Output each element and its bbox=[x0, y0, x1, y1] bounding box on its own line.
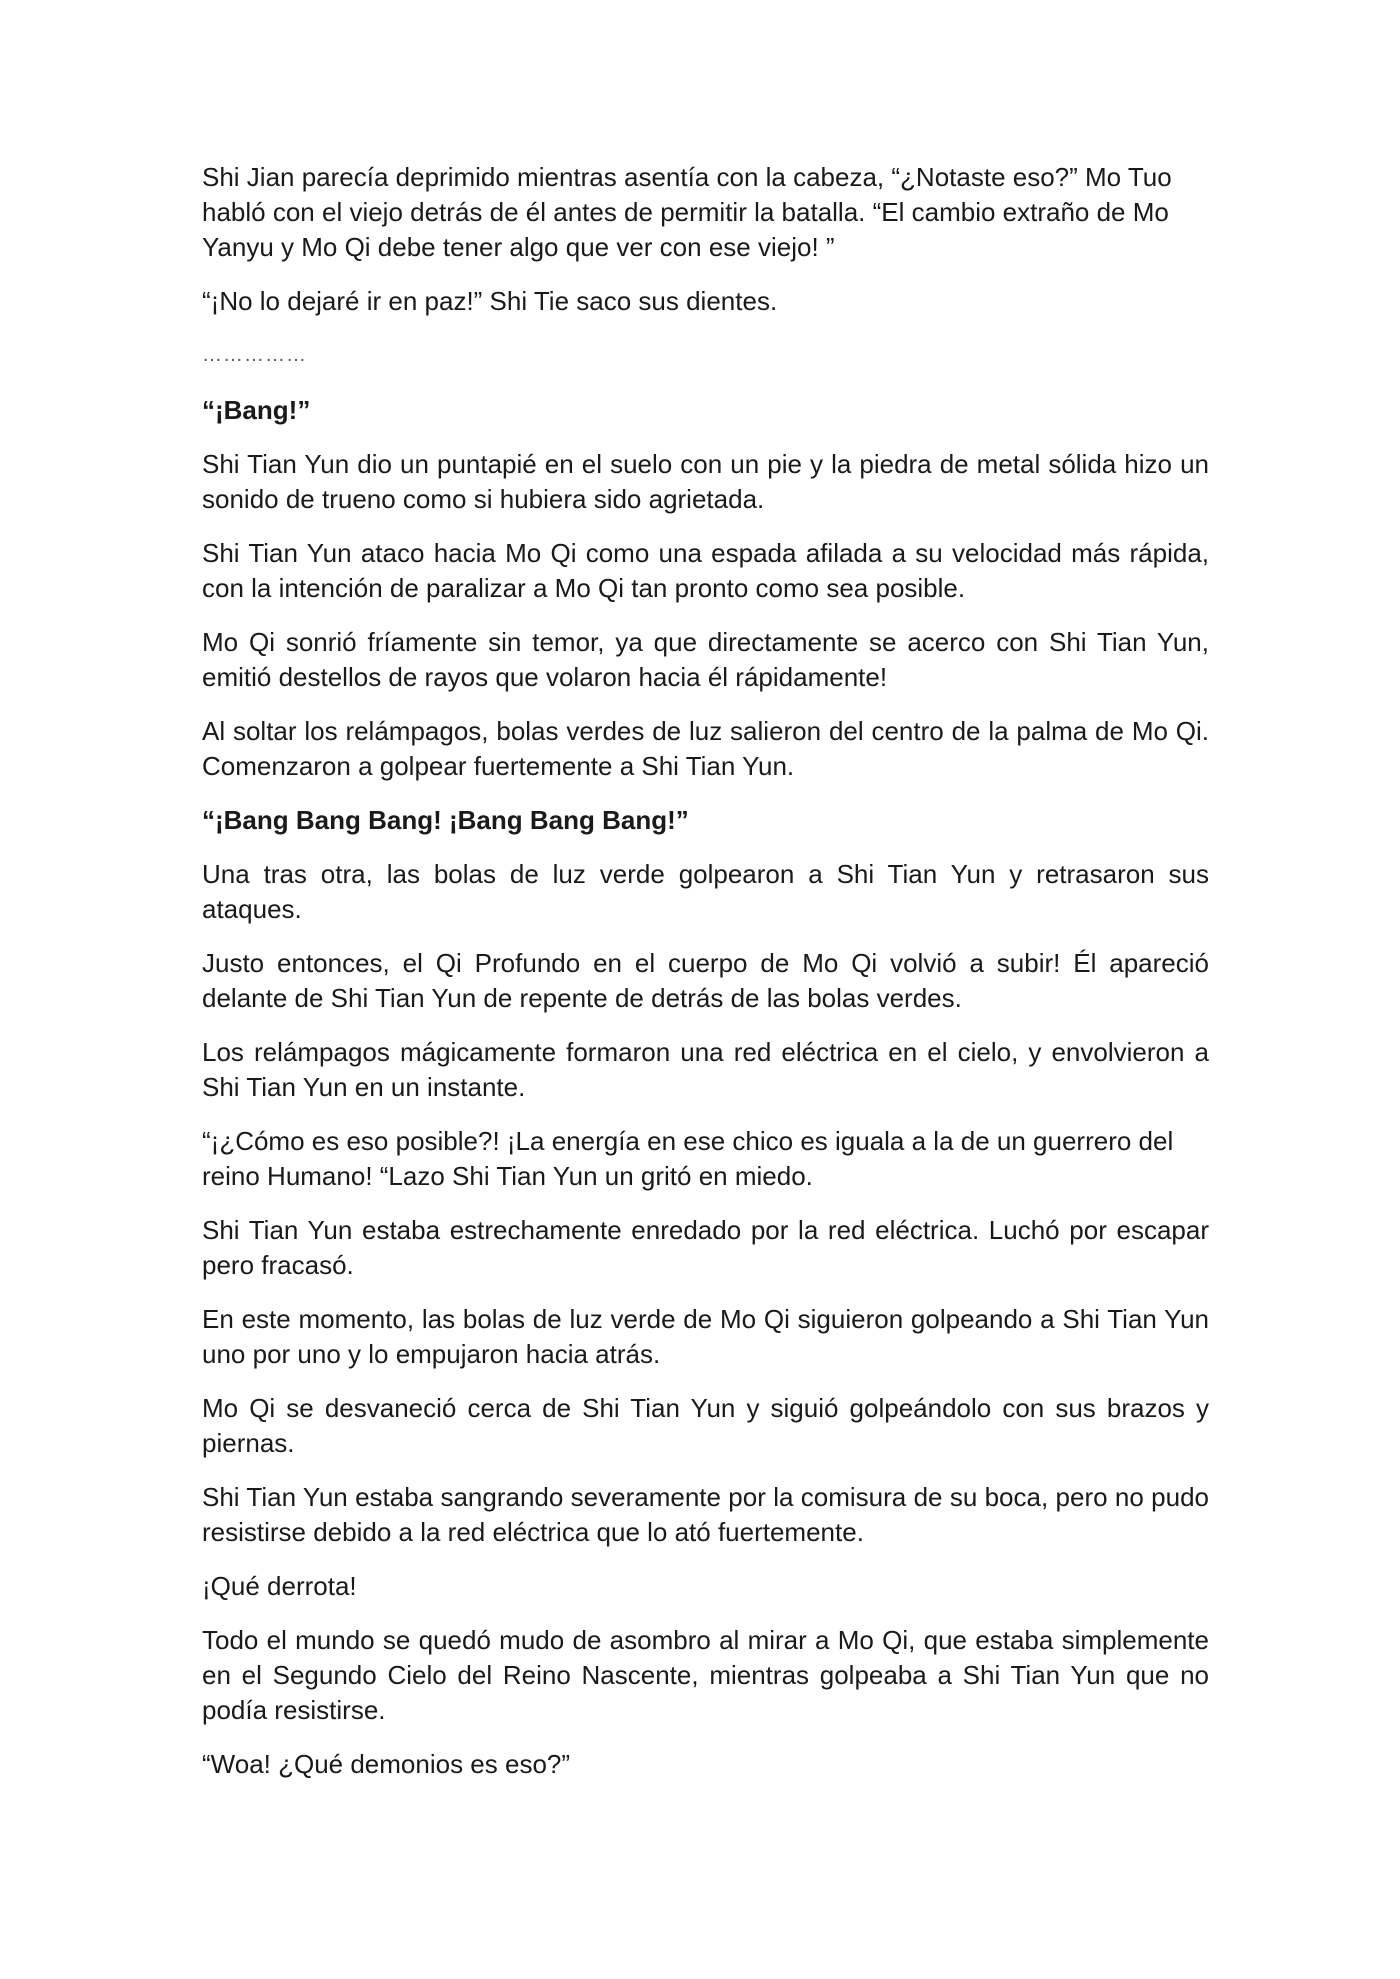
paragraph: Shi Tian Yun dio un puntapié en el suelo con un pie y la piedra de metal sólida hizo un sonido de trueno como si hubiera sido agrietada. bbox=[202, 449, 1209, 514]
section-separator: …………… bbox=[202, 344, 307, 366]
paragraph: Shi Jian parecía deprimido mientras asentía con la cabeza, “¿Notaste eso?” Mo Tuo habló con el viejo detrás de él antes de permitir la batalla. “El cambio extraño de Mo Yanyu y Mo Qi debe tener algo que ver con ese viejo! ” bbox=[202, 162, 1172, 262]
paragraph: Una tras otra, las bolas de luz verde golpearon a Shi Tian Yun y retrasaron sus ataques. bbox=[202, 859, 1209, 924]
paragraph: “Woa! ¿Qué demonios es eso?” bbox=[202, 1749, 571, 1779]
paragraph: Shi Tian Yun ataco hacia Mo Qi como una espada afilada a su velocidad más rápida, con la intención de paralizar a Mo Qi tan pronto como sea posible. bbox=[202, 538, 1209, 603]
paragraph: “¡¿Cómo es eso posible?! ¡La energía en ese chico es iguala a la de un guerrero del reino Humano! “Lazo Shi Tian Yun un gritó en miedo. bbox=[202, 1126, 1174, 1191]
paragraph: Mo Qi sonrió fríamente sin temor, ya que directamente se acerco con Shi Tian Yun, emitió destellos de rayos que volaron hacia él rápidamente! bbox=[202, 627, 1209, 692]
paragraph: ¡Qué derrota! bbox=[202, 1571, 357, 1601]
paragraph: Justo entonces, el Qi Profundo en el cuerpo de Mo Qi volvió a subir! Él apareció delante de Shi Tian Yun de repente de detrás de las bolas verdes. bbox=[202, 948, 1209, 1013]
paragraph: Al soltar los relámpagos, bolas verdes de luz salieron del centro de la palma de Mo Qi. Comenzaron a golpear fuertemente a Shi Tian Yun. bbox=[202, 716, 1209, 781]
paragraph: En este momento, las bolas de luz verde de Mo Qi siguieron golpeando a Shi Tian Yun uno por uno y lo empujaron hacia atrás. bbox=[202, 1304, 1209, 1369]
paragraph: Mo Qi se desvaneció cerca de Shi Tian Yun y siguió golpeándolo con sus brazos y piernas. bbox=[202, 1393, 1209, 1458]
paragraph: Todo el mundo se quedó mudo de asombro al mirar a Mo Qi, que estaba simplemente en el Segundo Cielo del Reino Nascente, mientras golpeaba a Shi Tian Yun que no podía resistirse. bbox=[202, 1625, 1209, 1725]
paragraph: Shi Tian Yun estaba estrechamente enredado por la red eléctrica. Luchó por escapar pero fracasó. bbox=[202, 1215, 1209, 1280]
paragraph: “¡No lo dejaré ir en paz!” Shi Tie saco sus dientes. bbox=[202, 286, 778, 316]
sound-effect-heading: “¡Bang Bang Bang! ¡Bang Bang Bang!” bbox=[202, 805, 689, 835]
paragraph: Los relámpagos mágicamente formaron una red eléctrica en el cielo, y envolvieron a Shi Tian Yun en un instante. bbox=[202, 1037, 1209, 1102]
sound-effect-heading: “¡Bang!” bbox=[202, 395, 311, 425]
paragraph: Shi Tian Yun estaba sangrando severamente por la comisura de su boca, pero no pudo resistirse debido a la red eléctrica que lo ató fuertemente. bbox=[202, 1482, 1209, 1547]
page-body-text bbox=[202, 160, 1209, 1801]
